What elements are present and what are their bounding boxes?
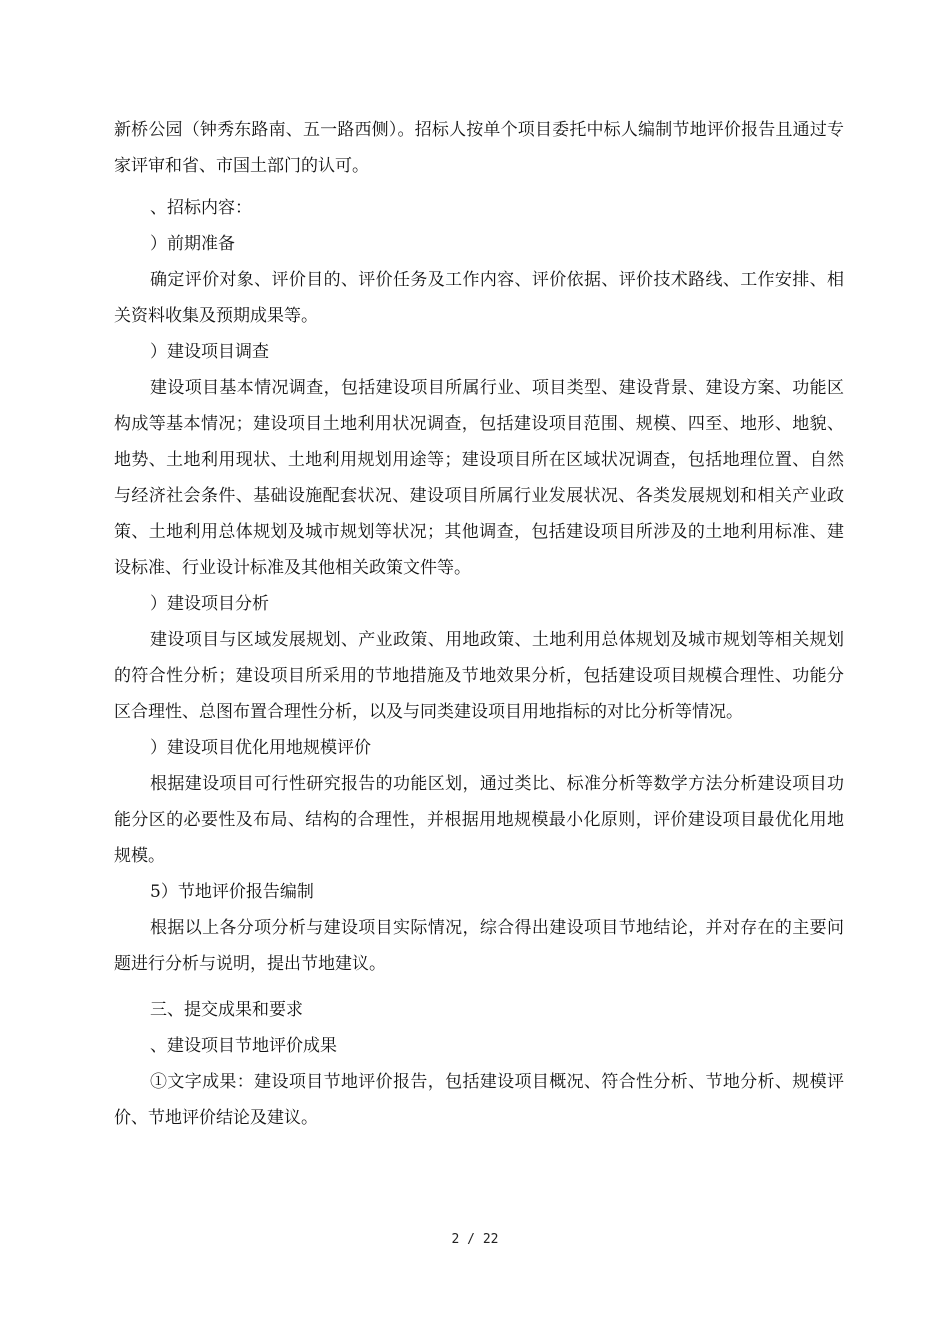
paragraph-text-results: ①文字成果：建设项目节地评价报告，包括建设项目概况、符合性分析、节地分析、规模评价、节地评价结论及建议。 xyxy=(114,1072,844,1128)
heading-evaluation-results: 、建设项目节地评价成果 xyxy=(150,1036,337,1056)
heading-report-compilation: 5）节地评价报告编制 xyxy=(150,882,314,902)
paragraph-project-analysis: 建设项目与区域发展规划、产业政策、用地政策、土地利用总体规划及城市规划等相关规划的符合性分析；建设项目所采用的节地措施及节地效果分析，包括建设项目规模合理性、功能分区合理性、总图布置合理性分析，以及与同类建设项目用地指标的对比分析等情况。 xyxy=(114,630,844,722)
heading-project-analysis: ）建设项目分析 xyxy=(150,594,269,614)
page-number: 2 / 22 xyxy=(451,1232,499,1247)
paragraph-report-compilation: 根据以上各分项分析与建设项目实际情况，综合得出建设项目节地结论，并对存在的主要问题进行分析与说明，提出节地建议。 xyxy=(114,918,844,974)
paragraph-project-location: 新桥公园（钟秀东路南、五一路西侧）。招标人按单个项目委托中标人编制节地评价报告且通过专家评审和省、市国土部门的认可。 xyxy=(114,120,844,176)
paragraph-project-survey: 建设项目基本情况调查，包括建设项目所属行业、项目类型、建设背景、建设方案、功能区构成等基本情况；建设项目土地利用状况调查，包括建设项目范围、规模、四至、地形、地貌、地势、土地利用现状、土地利用规划用途等；建设项目所在区域状况调查，包括地理位置、自然与经济社会条件、基础设施配套状况、建设项目所属行业发展状况、各类发展规划和相关产业政策、土地利用总体规划及城市规划等状况；其他调查，包括建设项目所涉及的土地利用标准、建设标准、行业设计标准及其他相关政策文件等。 xyxy=(114,378,844,578)
document-body xyxy=(114,112,844,1136)
heading-preparation: ）前期准备 xyxy=(150,234,235,254)
heading-land-scale-evaluation: ）建设项目优化用地规模评价 xyxy=(150,738,371,758)
heading-bid-scope: 、招标内容： xyxy=(150,198,252,218)
paragraph-preparation: 确定评价对象、评价目的、评价任务及工作内容、评价依据、评价技术路线、工作安排、相关资料收集及预期成果等。 xyxy=(114,270,844,326)
paragraph-land-scale-evaluation: 根据建设项目可行性研究报告的功能区划，通过类比、标准分析等数学方法分析建设项目功能分区的必要性及布局、结构的合理性，并根据用地规模最小化原则，评价建设项目最优化用地规模。 xyxy=(114,774,844,866)
heading-submission-requirements: 三、提交成果和要求 xyxy=(150,1000,303,1020)
heading-project-survey: ）建设项目调查 xyxy=(150,342,269,362)
